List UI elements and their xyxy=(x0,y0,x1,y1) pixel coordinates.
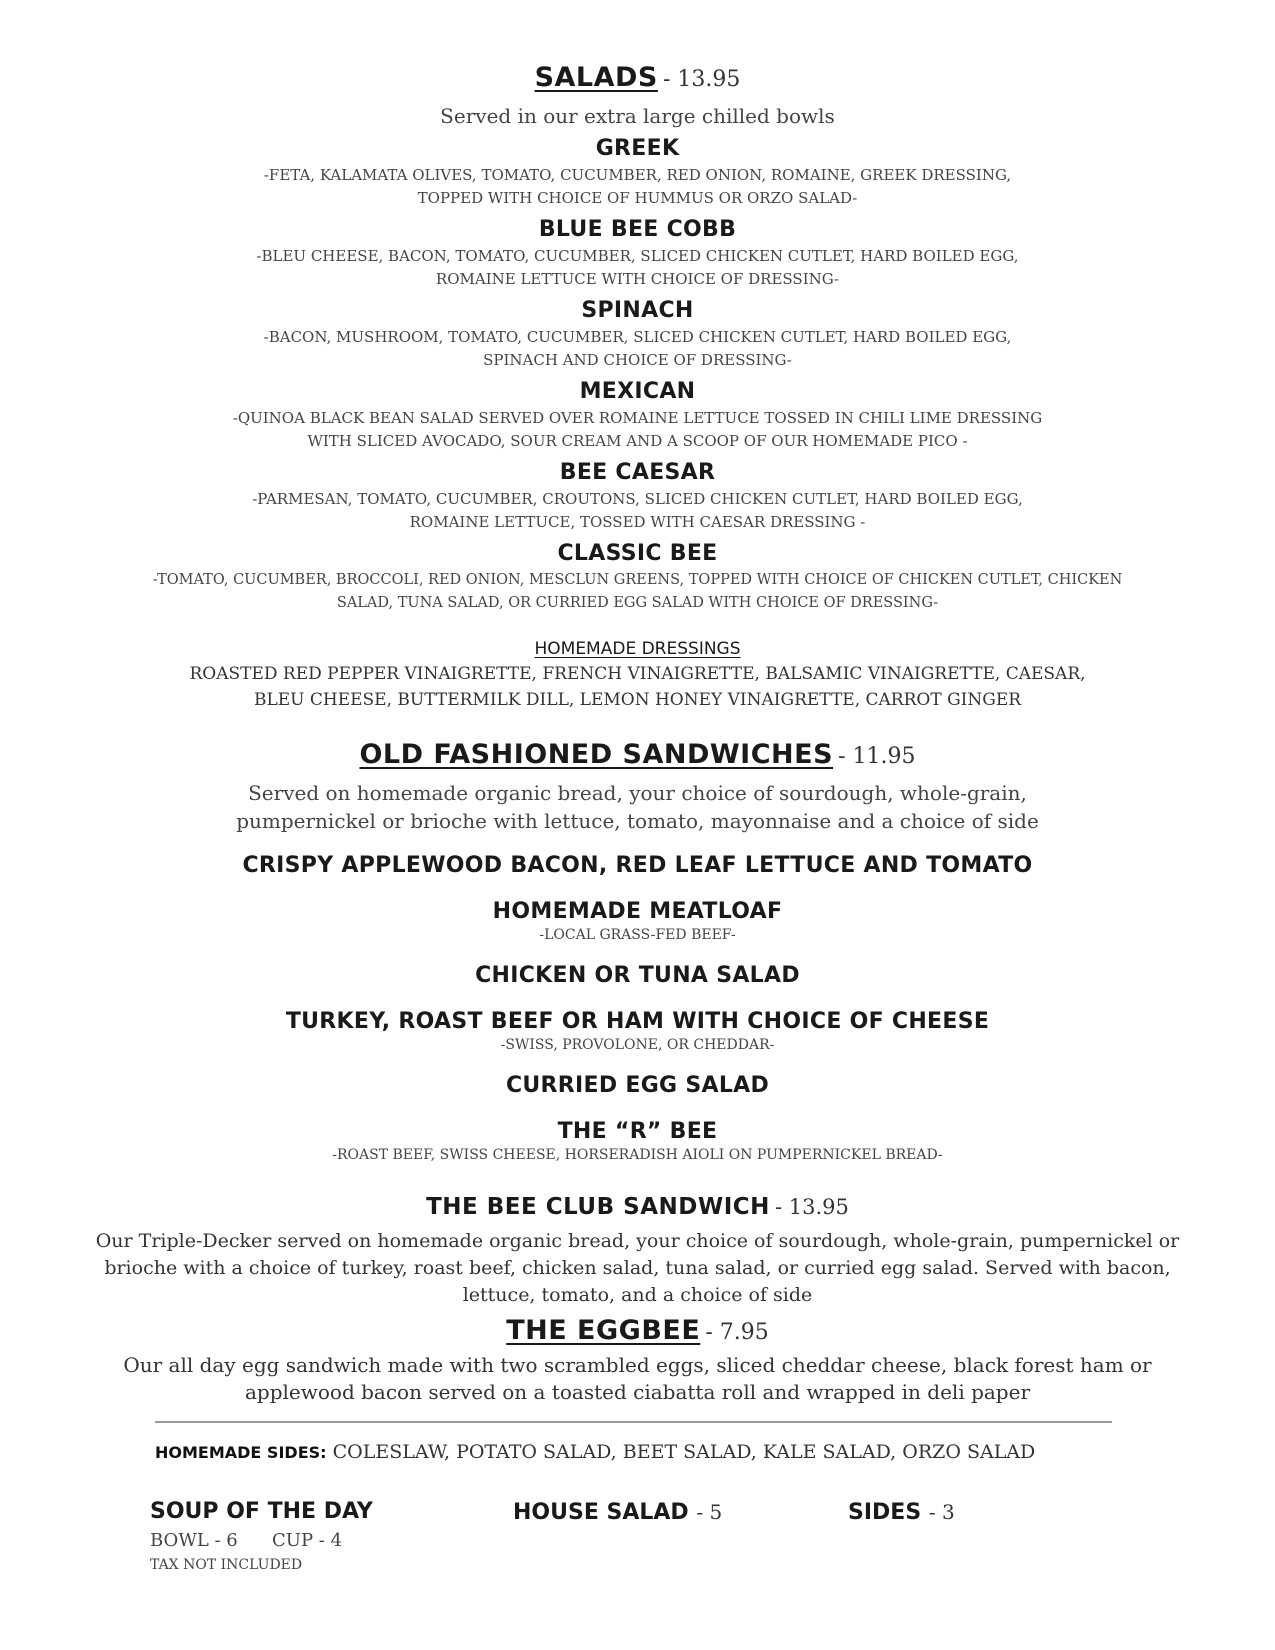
salad-desc: WITH SLICED AVOCADO, SOUR CREAM AND A SCOOP OF OUR HOMEMADE PICO - xyxy=(307,432,968,450)
sides-price: - 3 xyxy=(928,1500,955,1524)
eggbee-desc-line: applewood bacon served on a toasted ciabatta roll and wrapped in deli paper xyxy=(244,1380,1031,1404)
sandwich-item-meatloaf xyxy=(0,898,1275,944)
soup-bowl-price: BOWL - 6 xyxy=(150,1530,238,1551)
homemade-sides-label: HOMEMADE SIDES: xyxy=(155,1443,327,1462)
sandwich-name: HOMEMADE MEATLOAF xyxy=(492,899,783,924)
salad-desc: SALAD, TUNA SALAD, OR CURRIED EGG SALAD WITH CHOICE OF DRESSING- xyxy=(336,595,939,611)
salad-item-spinach xyxy=(0,296,1275,372)
salad-desc: -QUINOA BLACK BEAN SALAD SERVED OVER ROMAINE LETTUCE TOSSED IN CHILI LIME DRESSING xyxy=(232,409,1043,427)
sandwich-name: CHICKEN OR TUNA SALAD xyxy=(475,963,800,988)
salad-desc: -BACON, MUSHROOM, TOMATO, CUCUMBER, SLICED CHICKEN CUTLET, HARD BOILED EGG, xyxy=(263,328,1012,346)
sandwich-name: THE “R” BEE xyxy=(557,1119,718,1144)
salad-desc: TOPPED WITH CHOICE OF HUMMUS OR ORZO SALAD- xyxy=(417,189,858,207)
salad-desc: -FETA, KALAMATA OLIVES, TOMATO, CUCUMBER, RED ONION, ROMAINE, GREEK DRESSING, xyxy=(263,166,1012,184)
house-salad xyxy=(513,1498,722,1527)
dressings-list: ROASTED RED PEPPER VINAIGRETTE, FRENCH VINAIGRETTE, BALSAMIC VINAIGRETTE, CAESAR, xyxy=(189,664,1086,684)
club-description xyxy=(0,1228,1275,1309)
salad-item-classic xyxy=(0,539,1275,615)
salad-name: SPINACH xyxy=(581,298,694,323)
dressings-list: BLEU CHEESE, BUTTERMILK DILL, LEMON HONEY VINAIGRETTE, CARROT GINGER xyxy=(253,690,1022,710)
house-salad-price: - 5 xyxy=(696,1500,723,1524)
salad-desc: SPINACH AND CHOICE OF DRESSING- xyxy=(483,351,792,369)
salad-item-greek xyxy=(0,134,1275,210)
sandwich-item-turkey xyxy=(0,1008,1275,1054)
soup-of-the-day: SOUP OF THE DAY xyxy=(150,1499,373,1524)
club-desc-line: lettuce, tomato, and a choice of side xyxy=(462,1284,813,1306)
salad-item-mexican xyxy=(0,377,1275,453)
eggbee-desc-line: Our all day egg sandwich made with two scrambled eggs, sliced cheddar cheese, black forest ham or xyxy=(123,1353,1152,1377)
salad-item-cobb xyxy=(0,215,1275,291)
salad-desc: ROMAINE LETTUCE, TOSSED WITH CAESAR DRESSING - xyxy=(409,513,866,531)
club-desc-line: Our Triple-Decker served on homemade organic bread, your choice of sourdough, whole-grain, pumpernickel or xyxy=(95,1230,1180,1252)
sandwiches-intro-line: pumpernickel or brioche with lettuce, tomato, mayonnaise and a choice of side xyxy=(236,809,1039,833)
salads-intro: Served in our extra large chilled bowls xyxy=(440,104,835,128)
sandwich-name: TURKEY, ROAST BEEF OR HAM WITH CHOICE OF CHEESE xyxy=(285,1009,990,1034)
salad-desc: -PARMESAN, TOMATO, CUCUMBER, CROUTONS, SLICED CHICKEN CUTLET, HARD BOILED EGG, xyxy=(252,490,1023,508)
salads-title: SALADS xyxy=(534,62,658,93)
club-desc-line: brioche with a choice of turkey, roast beef, chicken salad, tuna salad, or curried egg salad. Served with bacon, xyxy=(104,1257,1171,1279)
salad-name: GREEK xyxy=(595,136,680,161)
dressings-title: HOMEMADE DRESSINGS xyxy=(534,639,741,659)
sandwich-sub: -ROAST BEEF, SWISS CHEESE, HORSERADISH AIOLI ON PUMPERNICKEL BREAD- xyxy=(332,1147,943,1163)
sides-name: SIDES xyxy=(848,1500,922,1525)
salad-name: MEXICAN xyxy=(579,379,696,404)
salad-name: CLASSIC BEE xyxy=(557,541,718,566)
sandwich-sub: -LOCAL GRASS-FED BEEF- xyxy=(539,927,736,943)
eggbee-description xyxy=(0,1352,1275,1406)
club-title: THE BEE CLUB SANDWICH xyxy=(426,1194,770,1220)
sandwich-name: CURRIED EGG SALAD xyxy=(505,1073,770,1098)
sides xyxy=(848,1498,955,1527)
house-salad-name: HOUSE SALAD xyxy=(513,1500,689,1525)
sandwiches-price: - 11.95 xyxy=(838,744,916,769)
sandwich-sub: -SWISS, PROVOLONE, OR CHEDDAR- xyxy=(500,1037,775,1053)
homemade-sides-list: COLESLAW, POTATO SALAD, BEET SALAD, KALE SALAD, ORZO SALAD xyxy=(332,1441,1036,1463)
salad-item-caesar xyxy=(0,458,1275,534)
salad-name: BLUE BEE COBB xyxy=(538,217,737,242)
sandwiches-intro xyxy=(0,779,1275,835)
sandwiches-title: OLD FASHIONED SANDWICHES xyxy=(359,739,834,770)
salad-desc: -BLEU CHEESE, BACON, TOMATO, CUCUMBER, SLICED CHICKEN CUTLET, HARD BOILED EGG, xyxy=(256,247,1019,265)
salad-desc: -TOMATO, CUCUMBER, BROCCOLI, RED ONION, MESCLUN GREENS, TOPPED WITH CHOICE OF CHICKEN CUTLET, CHICKEN xyxy=(152,572,1123,588)
sandwiches-header xyxy=(0,739,1275,770)
club-price: - 13.95 xyxy=(775,1195,849,1219)
soup-cup-price: CUP - 4 xyxy=(272,1530,343,1551)
salads-header xyxy=(0,62,1275,93)
homemade-sides xyxy=(155,1439,1035,1466)
divider xyxy=(155,1421,1112,1423)
sandwich-item-r-bee xyxy=(0,1118,1275,1164)
club-header xyxy=(0,1194,1275,1220)
eggbee-title: THE EGGBEE xyxy=(506,1315,701,1346)
eggbee-header xyxy=(0,1315,1275,1346)
sandwich-name: CRISPY APPLEWOOD BACON, RED LEAF LETTUCE AND TOMATO xyxy=(242,853,1033,878)
sandwiches-intro-line: Served on homemade organic bread, your choice of sourdough, whole-grain, xyxy=(248,781,1027,805)
eggbee-price: - 7.95 xyxy=(705,1320,769,1345)
tax-note: TAX NOT INCLUDED xyxy=(150,1557,303,1573)
salad-desc: ROMAINE LETTUCE WITH CHOICE OF DRESSING- xyxy=(435,270,840,288)
salad-name: BEE CAESAR xyxy=(559,460,716,485)
dressings-section xyxy=(0,637,1275,713)
salads-price: - 13.95 xyxy=(662,67,741,92)
